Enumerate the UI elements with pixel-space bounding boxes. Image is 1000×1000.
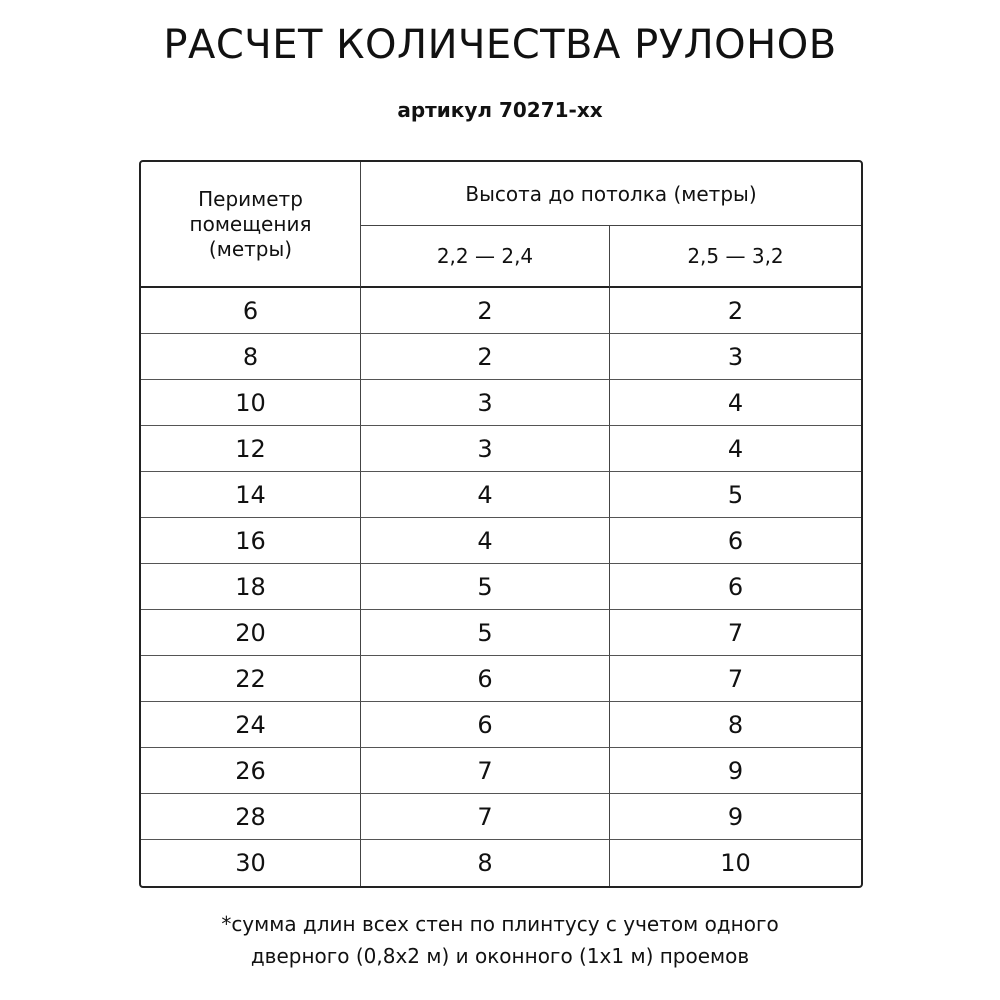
rolls-count-cell: 6 <box>610 518 861 564</box>
rolls-count-cell: 2 <box>361 288 610 334</box>
rolls-count-cell: 6 <box>361 702 610 748</box>
rolls-calculation-table <box>139 160 863 888</box>
table-row <box>141 840 861 886</box>
height-range-header: 2,2 — 2,4 <box>361 226 610 288</box>
rolls-count-cell: 4 <box>361 518 610 564</box>
perimeter-cell: 10 <box>141 380 361 426</box>
rolls-count-cell: 9 <box>610 748 861 794</box>
rolls-count-cell: 5 <box>361 564 610 610</box>
rolls-count-cell: 4 <box>610 426 861 472</box>
table-row <box>141 518 861 564</box>
rolls-count-cell: 7 <box>610 656 861 702</box>
rolls-count-cell: 8 <box>610 702 861 748</box>
rolls-count-cell: 6 <box>361 656 610 702</box>
perimeter-header-label: Периметр помещения (метры) <box>189 186 312 261</box>
rolls-count-cell: 7 <box>361 748 610 794</box>
perimeter-cell: 28 <box>141 794 361 840</box>
table-row <box>141 656 861 702</box>
perimeter-cell: 24 <box>141 702 361 748</box>
table-row <box>141 426 861 472</box>
table-row <box>141 472 861 518</box>
rolls-count-cell: 3 <box>361 426 610 472</box>
perimeter-cell: 16 <box>141 518 361 564</box>
rolls-count-cell: 10 <box>720 849 751 877</box>
perimeter-cell: 14 <box>141 472 361 518</box>
perimeter-cell: 18 <box>141 564 361 610</box>
rolls-count-cell: 4 <box>361 472 610 518</box>
perimeter-cell: 6 <box>141 288 361 334</box>
footnote <box>0 908 1000 972</box>
footnote-line: дверного (0,8x2 м) и оконного (1x1 м) проемов <box>250 944 750 968</box>
rolls-count-cell: 2 <box>610 288 861 334</box>
rolls-count-cell: 3 <box>610 334 861 380</box>
table-row <box>141 334 861 380</box>
table-row <box>141 702 861 748</box>
table-row <box>141 794 861 840</box>
rolls-count-cell: 8 <box>361 840 610 886</box>
rolls-count-cell: 9 <box>610 794 861 840</box>
table-row <box>141 380 861 426</box>
perimeter-cell: 26 <box>141 748 361 794</box>
rolls-count-cell: 5 <box>361 610 610 656</box>
table-row <box>141 748 861 794</box>
perimeter-cell: 30 <box>141 840 361 886</box>
table-row <box>141 564 861 610</box>
rolls-count-cell: 7 <box>610 610 861 656</box>
table-row <box>141 610 861 656</box>
table-row <box>141 288 861 334</box>
table-body <box>141 288 861 886</box>
rolls-count-cell: 6 <box>610 564 861 610</box>
rolls-count-cell: 2 <box>361 334 610 380</box>
perimeter-cell: 8 <box>141 334 361 380</box>
perimeter-cell: 12 <box>141 426 361 472</box>
article-number: артикул 70271-хх <box>397 98 603 122</box>
rolls-count-cell: 3 <box>361 380 610 426</box>
rolls-count-cell: 4 <box>610 380 861 426</box>
perimeter-cell: 20 <box>141 610 361 656</box>
perimeter-cell: 22 <box>141 656 361 702</box>
perimeter-column-header <box>141 162 361 288</box>
rolls-count-cell: 7 <box>361 794 610 840</box>
height-group-header: Высота до потолка (метры) <box>361 162 861 226</box>
rolls-count-cell: 5 <box>610 472 861 518</box>
height-range-header: 2,5 — 3,2 <box>610 226 861 288</box>
footnote-line: *сумма длин всех стен по плинтусу с учетом одного <box>221 912 779 936</box>
page-title: РАСЧЕТ КОЛИЧЕСТВА РУЛОНОВ <box>163 22 837 68</box>
